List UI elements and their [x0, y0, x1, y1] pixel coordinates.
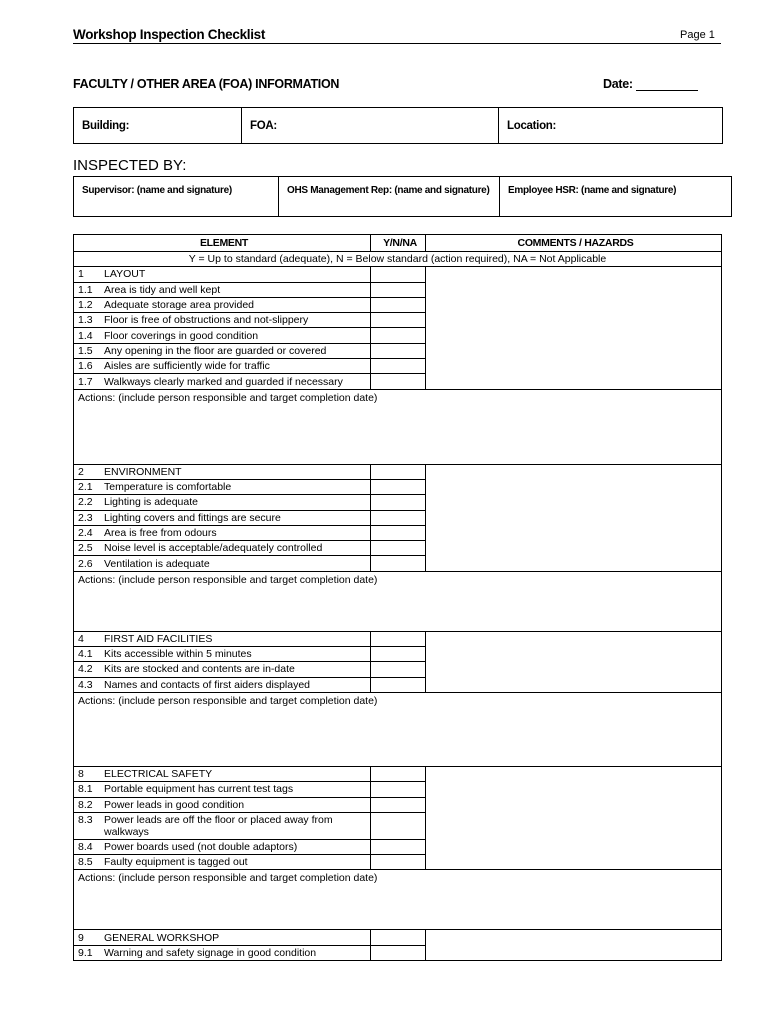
item-number: 2.6 [78, 557, 93, 570]
comments-cell[interactable] [426, 464, 722, 571]
section-number: 1 [78, 268, 84, 281]
checklist-item [74, 479, 371, 494]
checklist-table [73, 234, 722, 961]
item-text: Walkways clearly marked and guarded if necessary [104, 375, 343, 388]
ynna-cell[interactable] [371, 374, 426, 389]
section-row [74, 930, 722, 945]
col-element-header: ELEMENT [74, 235, 371, 252]
section-row [74, 464, 722, 479]
location-field[interactable] [499, 108, 722, 143]
checklist-item [74, 677, 371, 692]
checklist-item-content [78, 360, 370, 372]
checklist-item-content [78, 481, 370, 493]
actions-row [74, 870, 722, 930]
actions-row [74, 692, 722, 766]
item-number: 8.4 [78, 840, 93, 853]
section-label: ENVIRONMENT [104, 465, 182, 478]
checklist-item [74, 328, 371, 343]
ynna-cell[interactable] [371, 343, 426, 358]
checklist-item-content [78, 376, 370, 388]
checklist-item-content [78, 330, 370, 342]
checklist-item [74, 313, 371, 328]
item-number: 1.5 [78, 344, 93, 357]
checklist-item [74, 556, 371, 571]
item-number: 4.2 [78, 663, 93, 676]
legend-text: Y = Up to standard (adequate), N = Below standard (action required), NA = Not Applicable [74, 252, 722, 267]
item-number: 2.2 [78, 496, 93, 509]
checklist-item [74, 782, 371, 797]
actions-label: Actions: (include person responsible and target completion date) [78, 391, 378, 404]
item-number: 1.6 [78, 360, 93, 373]
item-number: 8.2 [78, 798, 93, 811]
item-text: Temperature is comfortable [104, 481, 232, 494]
employee-hsr-field[interactable] [500, 177, 731, 216]
section-title [74, 267, 371, 282]
checklist-item [74, 662, 371, 677]
ynna-cell[interactable] [371, 297, 426, 312]
checklist-item-content [78, 345, 370, 357]
checklist-item [74, 359, 371, 374]
item-number: 2.4 [78, 527, 93, 539]
item-text: Faulty equipment is tagged out [104, 856, 248, 869]
inspected-by-box [73, 176, 732, 217]
item-number: 4.3 [78, 678, 93, 691]
checklist-item [74, 647, 371, 662]
date-label: Date: [603, 77, 633, 91]
item-number: 2.5 [78, 542, 93, 555]
checklist-item-content [78, 663, 370, 675]
checklist-item-content [78, 542, 370, 554]
checklist-item [74, 945, 371, 960]
ynna-cell[interactable] [371, 855, 426, 870]
checklist-item [74, 510, 371, 525]
supervisor-field[interactable] [74, 177, 279, 216]
actions-label: Actions: (include person responsible and target completion date) [78, 573, 378, 586]
comments-cell[interactable] [426, 930, 722, 961]
ynna-cell[interactable] [371, 677, 426, 692]
actions-row [74, 389, 722, 464]
building-field[interactable] [74, 108, 242, 143]
section-number: 9 [78, 931, 84, 944]
col-comments-header: COMMENTS / HAZARDS [426, 235, 722, 252]
checklist-item-content [78, 299, 370, 311]
item-text: Area is free from odours [104, 527, 217, 539]
employee-hsr-label: Employee HSR: (name and signature) [508, 185, 677, 196]
checklist-item [74, 541, 371, 556]
item-text: Kits are stocked and contents are in-date [104, 663, 295, 676]
date-line [636, 78, 698, 91]
ynna-cell[interactable] [371, 541, 426, 556]
checklist-item [74, 855, 371, 870]
checklist-item-content [78, 799, 370, 811]
foa-label: FOA: [250, 119, 277, 132]
document-title: Workshop Inspection Checklist [73, 27, 266, 42]
checklist-item [74, 525, 371, 540]
ynna-cell[interactable] [371, 359, 426, 374]
date-field[interactable] [603, 77, 698, 91]
actions-label: Actions: (include person responsible and target completion date) [78, 872, 378, 885]
item-text: Warning and safety signage in good condition [104, 946, 317, 959]
item-number: 9.1 [78, 946, 93, 959]
section-title [74, 631, 371, 646]
checklist-item-content [78, 814, 348, 838]
ynna-cell[interactable] [371, 930, 426, 945]
checklist-item-content [78, 512, 370, 524]
section-label: ELECTRICAL SAFETY [104, 768, 213, 781]
page-number: Page 1 [680, 29, 715, 41]
item-text: Area is tidy and well kept [104, 283, 221, 296]
ynna-cell[interactable] [371, 662, 426, 677]
ynna-cell[interactable] [371, 479, 426, 494]
item-text: Names and contacts of first aiders displayed [104, 678, 311, 691]
ynna-cell[interactable] [371, 766, 426, 781]
actions-field[interactable] [74, 692, 722, 766]
item-text: Lighting covers and fittings are secure [104, 511, 281, 524]
table-header-row [74, 235, 722, 252]
ynna-cell[interactable] [371, 313, 426, 328]
checklist-item-content [78, 496, 370, 508]
ynna-cell[interactable] [371, 495, 426, 510]
item-text: Floor coverings in good condition [104, 329, 259, 342]
checklist-item-content [78, 284, 370, 296]
ynna-cell[interactable] [371, 556, 426, 571]
checklist-item [74, 495, 371, 510]
col-ynna-header: Y/N/NA [371, 235, 426, 252]
checklist-item [74, 343, 371, 358]
checklist-item-content [78, 856, 370, 868]
item-text: Power leads are off the floor or placed away from walkways [104, 813, 333, 838]
item-number: 8.3 [78, 813, 93, 826]
item-text: Aisles are sufficiently wide for traffic [104, 360, 270, 373]
item-number: 8.5 [78, 856, 93, 869]
section-number: 4 [78, 632, 84, 645]
ynna-cell[interactable] [371, 782, 426, 797]
comments-cell[interactable] [426, 766, 722, 869]
actions-field[interactable] [74, 389, 722, 464]
ynna-cell[interactable] [371, 812, 426, 839]
comments-cell[interactable] [426, 631, 722, 692]
section-number: 2 [78, 465, 84, 478]
ynna-cell[interactable] [371, 328, 426, 343]
checklist-item-content [78, 558, 370, 570]
item-number: 1.3 [78, 314, 93, 327]
section-number: 8 [78, 768, 84, 781]
item-text: Floor is free of obstructions and not-slippery [104, 314, 309, 327]
section-row [74, 631, 722, 646]
ohs-rep-label: OHS Management Rep: (name and signature) [287, 185, 490, 196]
checklist-item-content [78, 841, 370, 853]
item-text: Lighting is adequate [104, 496, 198, 509]
section-label: FIRST AID FACILITIES [104, 632, 213, 645]
section-title [74, 766, 371, 781]
checklist-item [74, 797, 371, 812]
actions-field[interactable] [74, 571, 722, 631]
ynna-cell[interactable] [371, 631, 426, 646]
section-title [74, 930, 371, 945]
checklist-item-content [78, 679, 370, 691]
item-number: 2.1 [78, 481, 93, 494]
item-number: 4.1 [78, 648, 93, 661]
checklist-item-content [78, 527, 370, 539]
item-text: Adequate storage area provided [104, 299, 255, 312]
building-label: Building: [82, 119, 130, 132]
ynna-cell[interactable] [371, 525, 426, 540]
comments-cell[interactable] [426, 267, 722, 389]
ynna-cell[interactable] [371, 464, 426, 479]
item-text: Portable equipment has current test tags [104, 783, 294, 796]
ohs-rep-field[interactable] [279, 177, 500, 216]
ynna-cell[interactable] [371, 797, 426, 812]
actions-label: Actions: (include person responsible and target completion date) [78, 694, 378, 707]
item-text: Power boards used (not double adaptors) [104, 840, 298, 853]
ynna-cell[interactable] [371, 510, 426, 525]
ynna-cell[interactable] [371, 267, 426, 282]
location-label: Location: [507, 119, 557, 132]
actions-field[interactable] [74, 870, 722, 930]
item-text: Kits accessible within 5 minutes [104, 648, 252, 661]
foa-field[interactable] [242, 108, 499, 143]
header-divider [73, 43, 721, 44]
checklist-item-content [78, 648, 370, 660]
foa-section-title: FACULTY / OTHER AREA (FOA) INFORMATION [73, 77, 340, 91]
foa-info-box [73, 107, 723, 144]
item-text: Noise level is acceptable/adequately controlled [104, 542, 323, 555]
checklist-item [74, 839, 371, 854]
section-label: GENERAL WORKSHOP [104, 931, 220, 944]
item-text: Any opening in the floor are guarded or covered [104, 344, 327, 357]
ynna-cell[interactable] [371, 647, 426, 662]
item-number: 2.3 [78, 511, 93, 524]
actions-row [74, 571, 722, 631]
item-number: 1.7 [78, 375, 93, 388]
checklist-item [74, 374, 371, 389]
ynna-cell[interactable] [371, 282, 426, 297]
ynna-cell[interactable] [371, 839, 426, 854]
section-row [74, 267, 722, 282]
item-text: Ventilation is adequate [104, 557, 210, 570]
checklist-item-content [78, 314, 370, 326]
supervisor-label: Supervisor: (name and signature) [82, 185, 232, 196]
section-row [74, 766, 722, 781]
inspected-by-title: INSPECTED BY: [73, 157, 187, 174]
item-number: 1.2 [78, 299, 93, 312]
section-label: LAYOUT [104, 268, 146, 281]
ynna-cell[interactable] [371, 945, 426, 960]
checklist-item [74, 812, 371, 839]
checklist-item-content [78, 783, 370, 795]
item-text: Power leads in good condition [104, 798, 245, 811]
item-number: 8.1 [78, 783, 93, 796]
checklist-item [74, 282, 371, 297]
checklist-item-content [78, 947, 370, 959]
legend-row [74, 252, 722, 267]
section-title [74, 464, 371, 479]
item-number: 1.1 [78, 283, 93, 296]
checklist-item [74, 297, 371, 312]
item-number: 1.4 [78, 329, 93, 342]
